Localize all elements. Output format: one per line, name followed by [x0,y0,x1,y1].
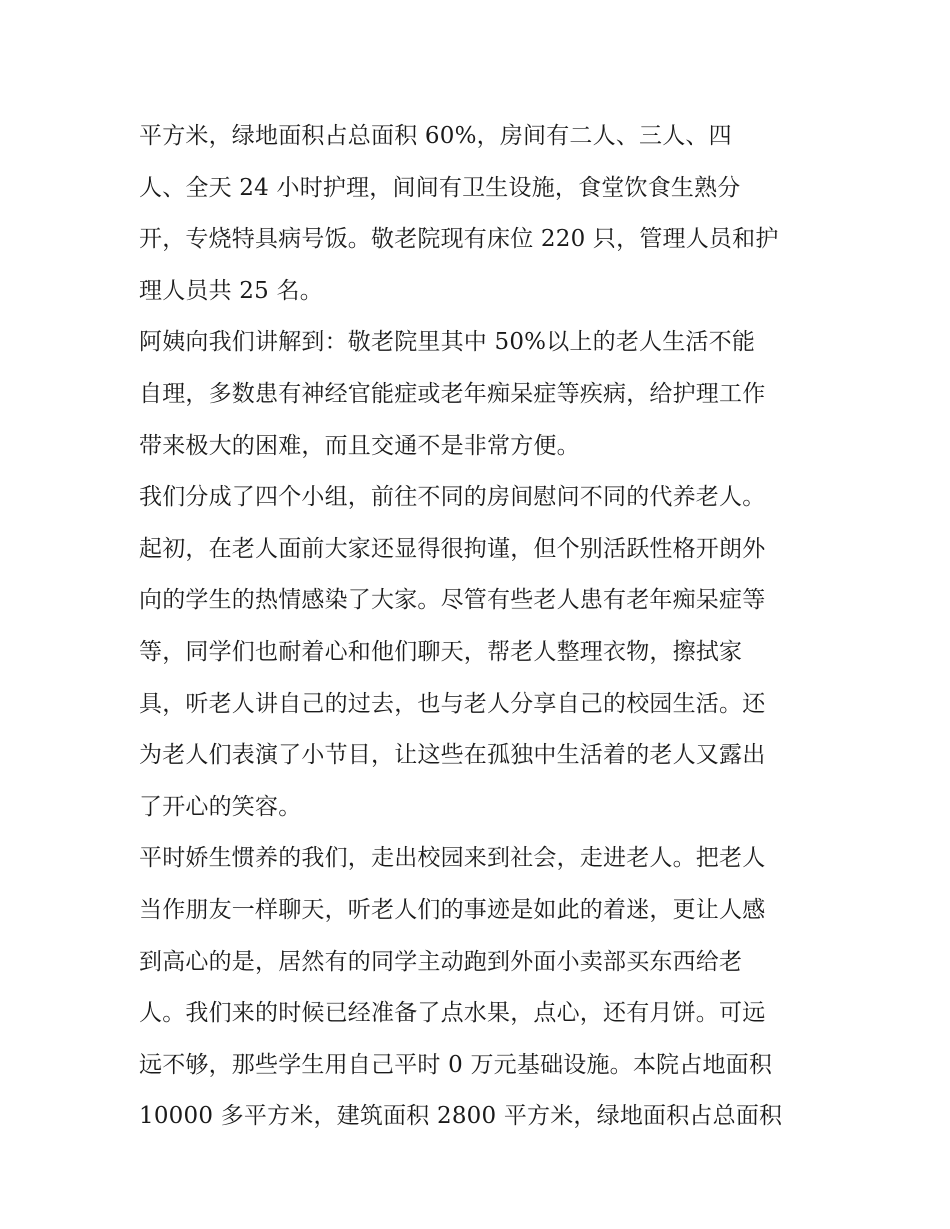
text-line: 远不够，那些学生用自己平时 0 万元基础设施。本院占地面积 [139,1051,773,1078]
text-line: 具，听老人讲自己的过去，也与老人分享自己的校园生活。还 [139,690,766,717]
text-line: 阿姨向我们讲解到：敬老院里其中 50%以上的老人生活不能 [139,329,756,356]
text-line: 起初，在老人面前大家还显得很拘谨，但个别活跃性格开朗外 [139,535,766,562]
text-line: 人。我们来的时候已经准备了点水果，点心，还有月饼。可远 [139,1000,766,1027]
text-line: 到高心的是，居然有的同学主动跑到外面小卖部买东西给老 [139,948,743,975]
text-line: 10000 多平方米，建筑面积 2800 平方米，绿地面积占总面积 [139,1103,783,1130]
text-line: 理人员共 25 名。 [139,277,323,304]
text-line: 了开心的笑容。 [139,793,302,820]
text-line: 我们分成了四个小组，前往不同的房间慰问不同的代养老人。 [139,484,766,511]
text-line: 带来极大的困难，而且交通不是非常方便。 [139,432,580,459]
text-line: 当作朋友一样聊天，听老人们的事迹是如此的着迷，更让人感 [139,896,766,923]
text-line: 平时娇生惯养的我们，走出校园来到社会，走进老人。把老人 [139,845,766,872]
text-line: 向的学生的热情感染了大家。尽管有些老人患有老年痴呆症等 [139,587,766,614]
text-line: 人、全天 24 小时护理，间间有卫生设施，食堂饮食生熟分 [139,174,741,201]
text-line: 自理，多数患有神经官能症或老年痴呆症等疾病，给护理工作 [139,380,766,407]
text-line: 开，专烧特具病号饭。敬老院现有床位 220 只，管理人员和护 [139,226,779,253]
text-line: 平方米，绿地面积占总面积 60%，房间有二人、三人、四 [139,123,732,149]
text-line: 等，同学们也耐着心和他们聊天，帮老人整理衣物，擦拭家 [139,638,743,665]
text-line: 为老人们表演了小节目，让这些在孤独中生活着的老人又露出 [139,742,766,769]
body-text [139,111,819,1143]
